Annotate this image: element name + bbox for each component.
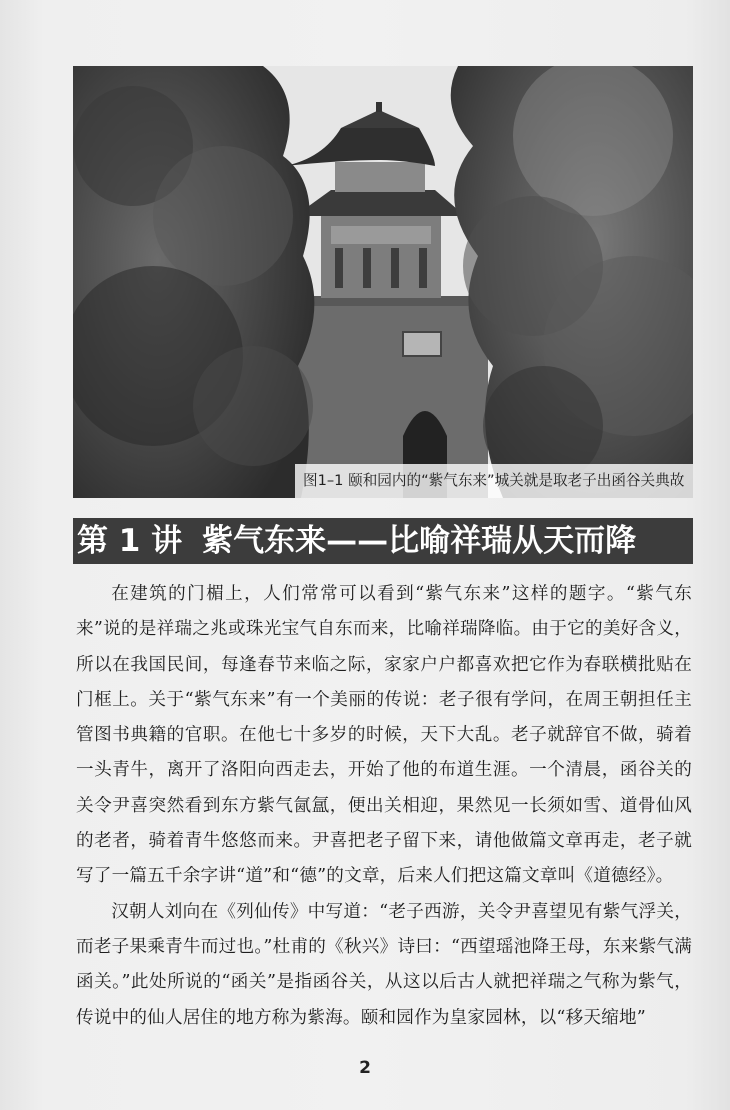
summer-palace-gate-photo bbox=[73, 66, 693, 498]
lecture-number: 第 1 讲 bbox=[77, 523, 183, 559]
lecture-heading bbox=[73, 518, 693, 564]
body-text bbox=[76, 577, 692, 1036]
paragraph-1: 在建筑的门楣上，人们常常可以看到“紫气东来”这样的题字。“紫气东来”说的是祥瑞之兆或珠光宝气自东而来，比喻祥瑞降临。由于它的美好含义，所以在我国民间，每逢春节来临之际，家家户户都喜欢把它作为春联横批贴在门框上。关于“紫气东来”有一个美丽的传说：老子很有学问，在周王朝担任主管图书典籍的官职。在他七十多岁的时候，天下大乱。老子就辞官不做，骑着一头青牛，离开了洛阳向西走去，开始了他的布道生涯。一个清晨，函谷关的关令尹喜突然看到东方紫气氤氲，便出关相迎，果然见一长须如雪、道骨仙风的老者，骑着青牛悠悠而来。尹喜把老子留下来，请他做篇文章再走，老子就写了一篇五千余字讲“道”和“德”的文章，后来人们把这篇文章叫《道德经》。 bbox=[76, 584, 692, 887]
figure-caption: 图1–1 颐和园内的“紫气东来”城关就是取老子出函谷关典故 bbox=[295, 464, 693, 498]
paragraph-2: 汉朝人刘向在《列仙传》中写道：“老子西游，关令尹喜望见有紫气浮关，而老子果乘青牛而过也。”杜甫的《秋兴》诗曰：“西望瑶池降王母，东来紫气满函关。”此处所说的“函关”是指函谷关，从这以后古人就把祥瑞之气称为紫气，传说中的仙人居住的地方称为紫海。颐和园作为皇家园林，以“移天缩地” bbox=[76, 901, 692, 1028]
lecture-title: 紫气东来——比喻祥瑞从天而降 bbox=[202, 523, 637, 559]
page-number: 2 bbox=[359, 1058, 371, 1078]
gate-tower-illustration bbox=[73, 66, 693, 498]
